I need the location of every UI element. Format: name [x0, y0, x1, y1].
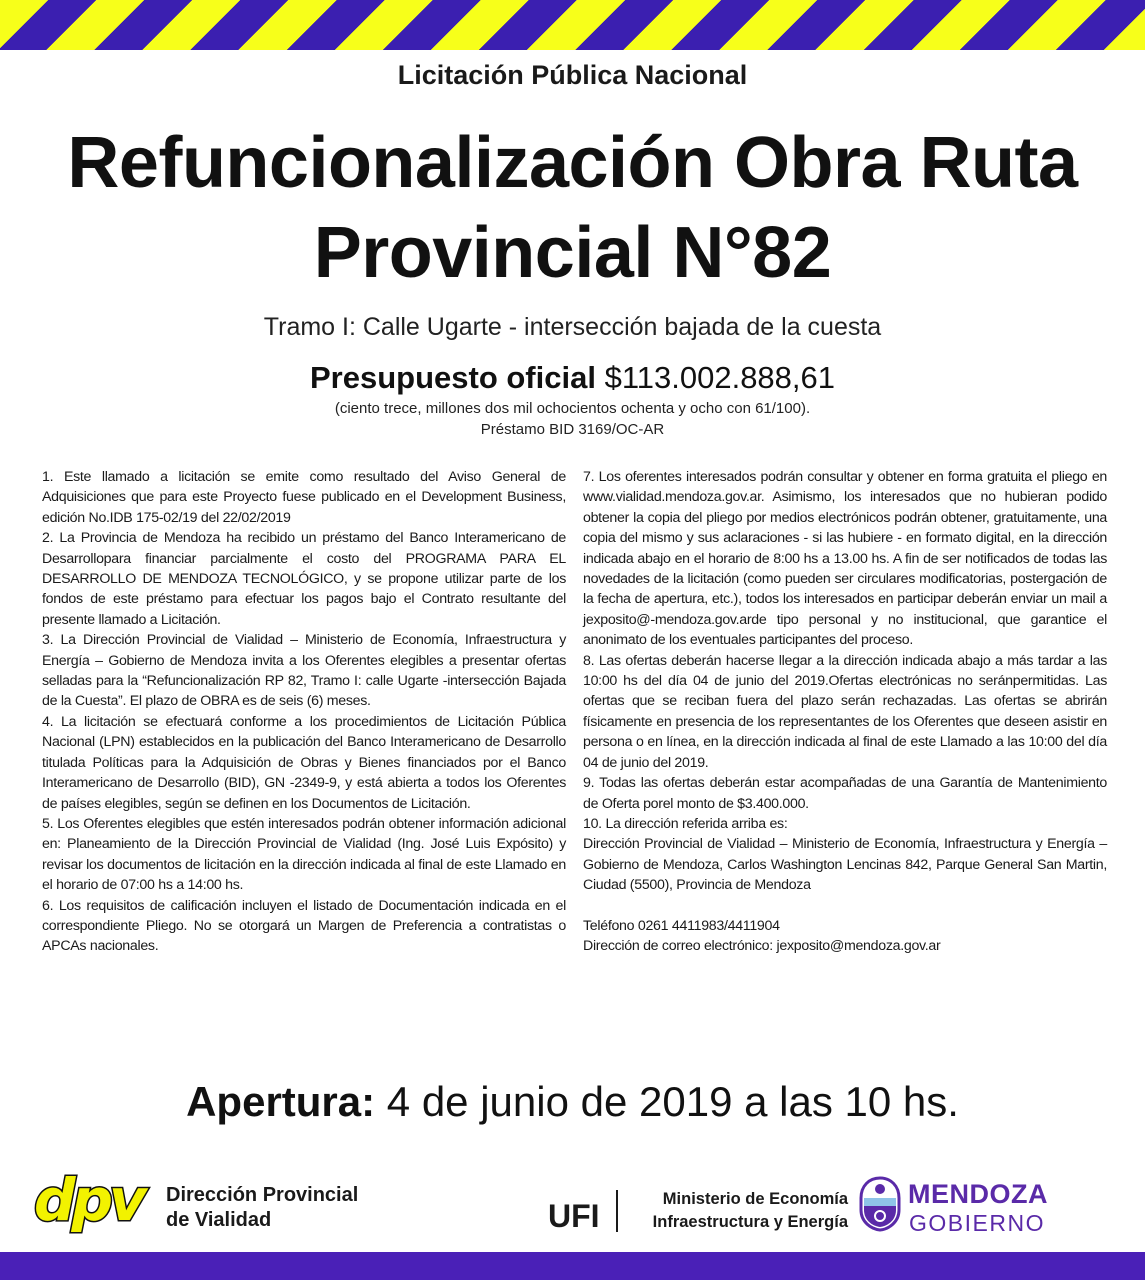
loan-reference: Préstamo BID 3169/OC-AR: [480, 421, 665, 438]
bottom-bar: [0, 1252, 1145, 1280]
ministerio-line-1: Ministerio de Economía: [662, 1190, 848, 1208]
ufi-divider: [616, 1190, 618, 1232]
budget: [0, 360, 1145, 396]
spacer: [583, 896, 1107, 916]
tramo-subtitle: Tramo I: Calle Ugarte - intersección bajada de la cuesta: [263, 313, 882, 341]
phone: Teléfono 0261 4411983/4411904: [583, 917, 780, 934]
kicker: Licitación Pública Nacional: [397, 60, 748, 90]
clause-8: 8. Las ofertas deberán hacerse llegar a la dirección indicada abajo a más tardar a las 10:00 hs del día 04 de junio del 2019.Ofertas electrónicas no seránpermitidas. Las ofertas que se reciban fuera del plazo serán rechazadas. Las ofertas se abrirán físicamente en presencia de los representantes de los Oferentes que deseen asistir en persona o en línea, en la dirección indicada al final de este Llamado a las 10:00 del día 04 de junio del 2019.: [583, 652, 1107, 771]
dpv-logo-text: dpv: [34, 1168, 143, 1234]
mendoza-label: MENDOZA: [908, 1179, 1048, 1209]
clause-6: 6. Los requisitos de calificación incluyen el listado de Documentación indicada en el correspondiente Pliego. No se otorgará un Margen de Preferencia a contratistas o APCAs nacionales.: [42, 897, 566, 955]
address: Dirección Provincial de Vialidad – Ministerio de Economía, Infraestructura y Energía –Gobierno de Mendoza, Carlos Washington Lencinas 842, Parque General San Martin, Ciudad (5500), Provincia de Mendoza: [583, 836, 1107, 894]
body-column-left: [42, 467, 566, 957]
title-line-1: Refuncionalización Obra Ruta: [67, 123, 1078, 203]
dpv-logo: [30, 1168, 158, 1234]
dpv-name-line-1: Dirección Provincial: [166, 1184, 359, 1206]
dpv-name-line-2: de Vialidad: [166, 1209, 272, 1231]
clause-2: 2. La Provincia de Mendoza ha recibido un préstamo del Banco Interamericano de Desarrollopara financiar parcialmente el costo del PROGRAMA PARA EL DESARROLLO DE MENDOZA TECNOLÓGICO, y se propone utilizar parte de los fondos de este préstamo para efectuar los pagos bajo el Contrato resultante del presente llamado a Licitación.: [42, 530, 566, 628]
budget-label: Presupuesto oficial: [309, 360, 596, 395]
clause-5: 5. Los Oferentes elegibles que estén interesados podrán obtener información adicional en: Planeamiento de la Dirección Provincial de Vialidad (Ing. José Luis Expósito) y revisar los documentos de licitación en la dirección indicada al final de este Llamado en el horario de 07:00 hs a 14:00 hs.: [42, 815, 566, 894]
clause-3: 3. La Dirección Provincial de Vialidad – Ministerio de Economía, Infraestructura y Energía – Gobierno de Mendoza invita a los Oferentes elegibles a presentar ofertas selladas para la “Refuncionalización RP 82, Tramo I: calle Ugarte -intersección Bajada de la Cuesta”. El plazo de OBRA es de seis (6) meses.: [42, 632, 566, 710]
page-title: [20, 118, 1125, 298]
title-line-2: Provincial N°82: [313, 213, 832, 293]
budget-amount: $113.002.888,61: [604, 360, 836, 395]
ministerio-line-2: Infraestructura y Energía: [652, 1213, 848, 1231]
mendoza-shield-icon: [857, 1176, 903, 1232]
clause-7: 7. Los oferentes interesados podrán consultar y obtener en forma gratuita el pliego en www.vialidad.mendoza.gov.ar. Asimismo, los interesados que no hubieran podido obtener la copia del pliego por medios electrónicos podrán obtener, gratuitamente, una copia del mismo y sus aclaraciones - si las hubiere - en formato digital, en la dirección indicada abajo en el horario de 8:00 hs a 13.00 hs. A fin de ser notificados de todas las novedades de la licitación (como pueden ser circulares modificatorias, postergación de la fecha de apertura, etc.), todos los interesados en participar deberán enviar un mail a jexposito@-mendoza.gov.arde tipo personal y no institucional, que garantice el anonimato de los eventuales participantes del proceso.: [583, 469, 1107, 649]
clause-1: 1. Este llamado a licitación se emite como resultado del Aviso General de Adquisiciones que para este Proyecto fuese publicado en el Development Business, edición No.IDB 175-02/19 del 22/02/2019: [42, 469, 566, 526]
dpv-name: [166, 1183, 358, 1233]
ministerio-name: [626, 1188, 848, 1234]
apertura-label: Apertura:: [186, 1078, 376, 1125]
gobierno-label: GOBIERNO: [909, 1210, 1045, 1236]
ufi-label: UFI: [548, 1198, 600, 1234]
clause-4: 4. La licitación se efectuará conforme a los procedimientos de Licitación Pública Nacional (LPN) establecidos en la publicación del Banco Interamericano de Desarrollo titulada Políticas para la Adquisición de Obras y Bienes financiados por el Banco Interamericano de Desarrollo (BID), GN -2349-9, y está abierta a todos los Oferentes de países elegibles, según se definen en los Documentos de Licitación.: [42, 713, 566, 812]
body-column-right: [583, 467, 1107, 956]
apertura-date: 4 de junio de 2019 a las 10 hs.: [386, 1078, 959, 1125]
clause-9: 9. Todas las ofertas deberán estar acompañadas de una Garantía de Mantenimiento de Oferta porel monto de $3.400.000.: [583, 775, 1107, 812]
budget-words: (ciento trece, millones dos mil ochocientos ochenta y ocho con 61/100).: [334, 400, 811, 417]
top-warning-stripe: [0, 0, 1145, 50]
apertura: [0, 1078, 1145, 1126]
email: Dirección de correo electrónico: jexposito@mendoza.gov.ar: [583, 937, 941, 954]
clause-10: 10. La dirección referida arriba es:: [583, 815, 788, 832]
